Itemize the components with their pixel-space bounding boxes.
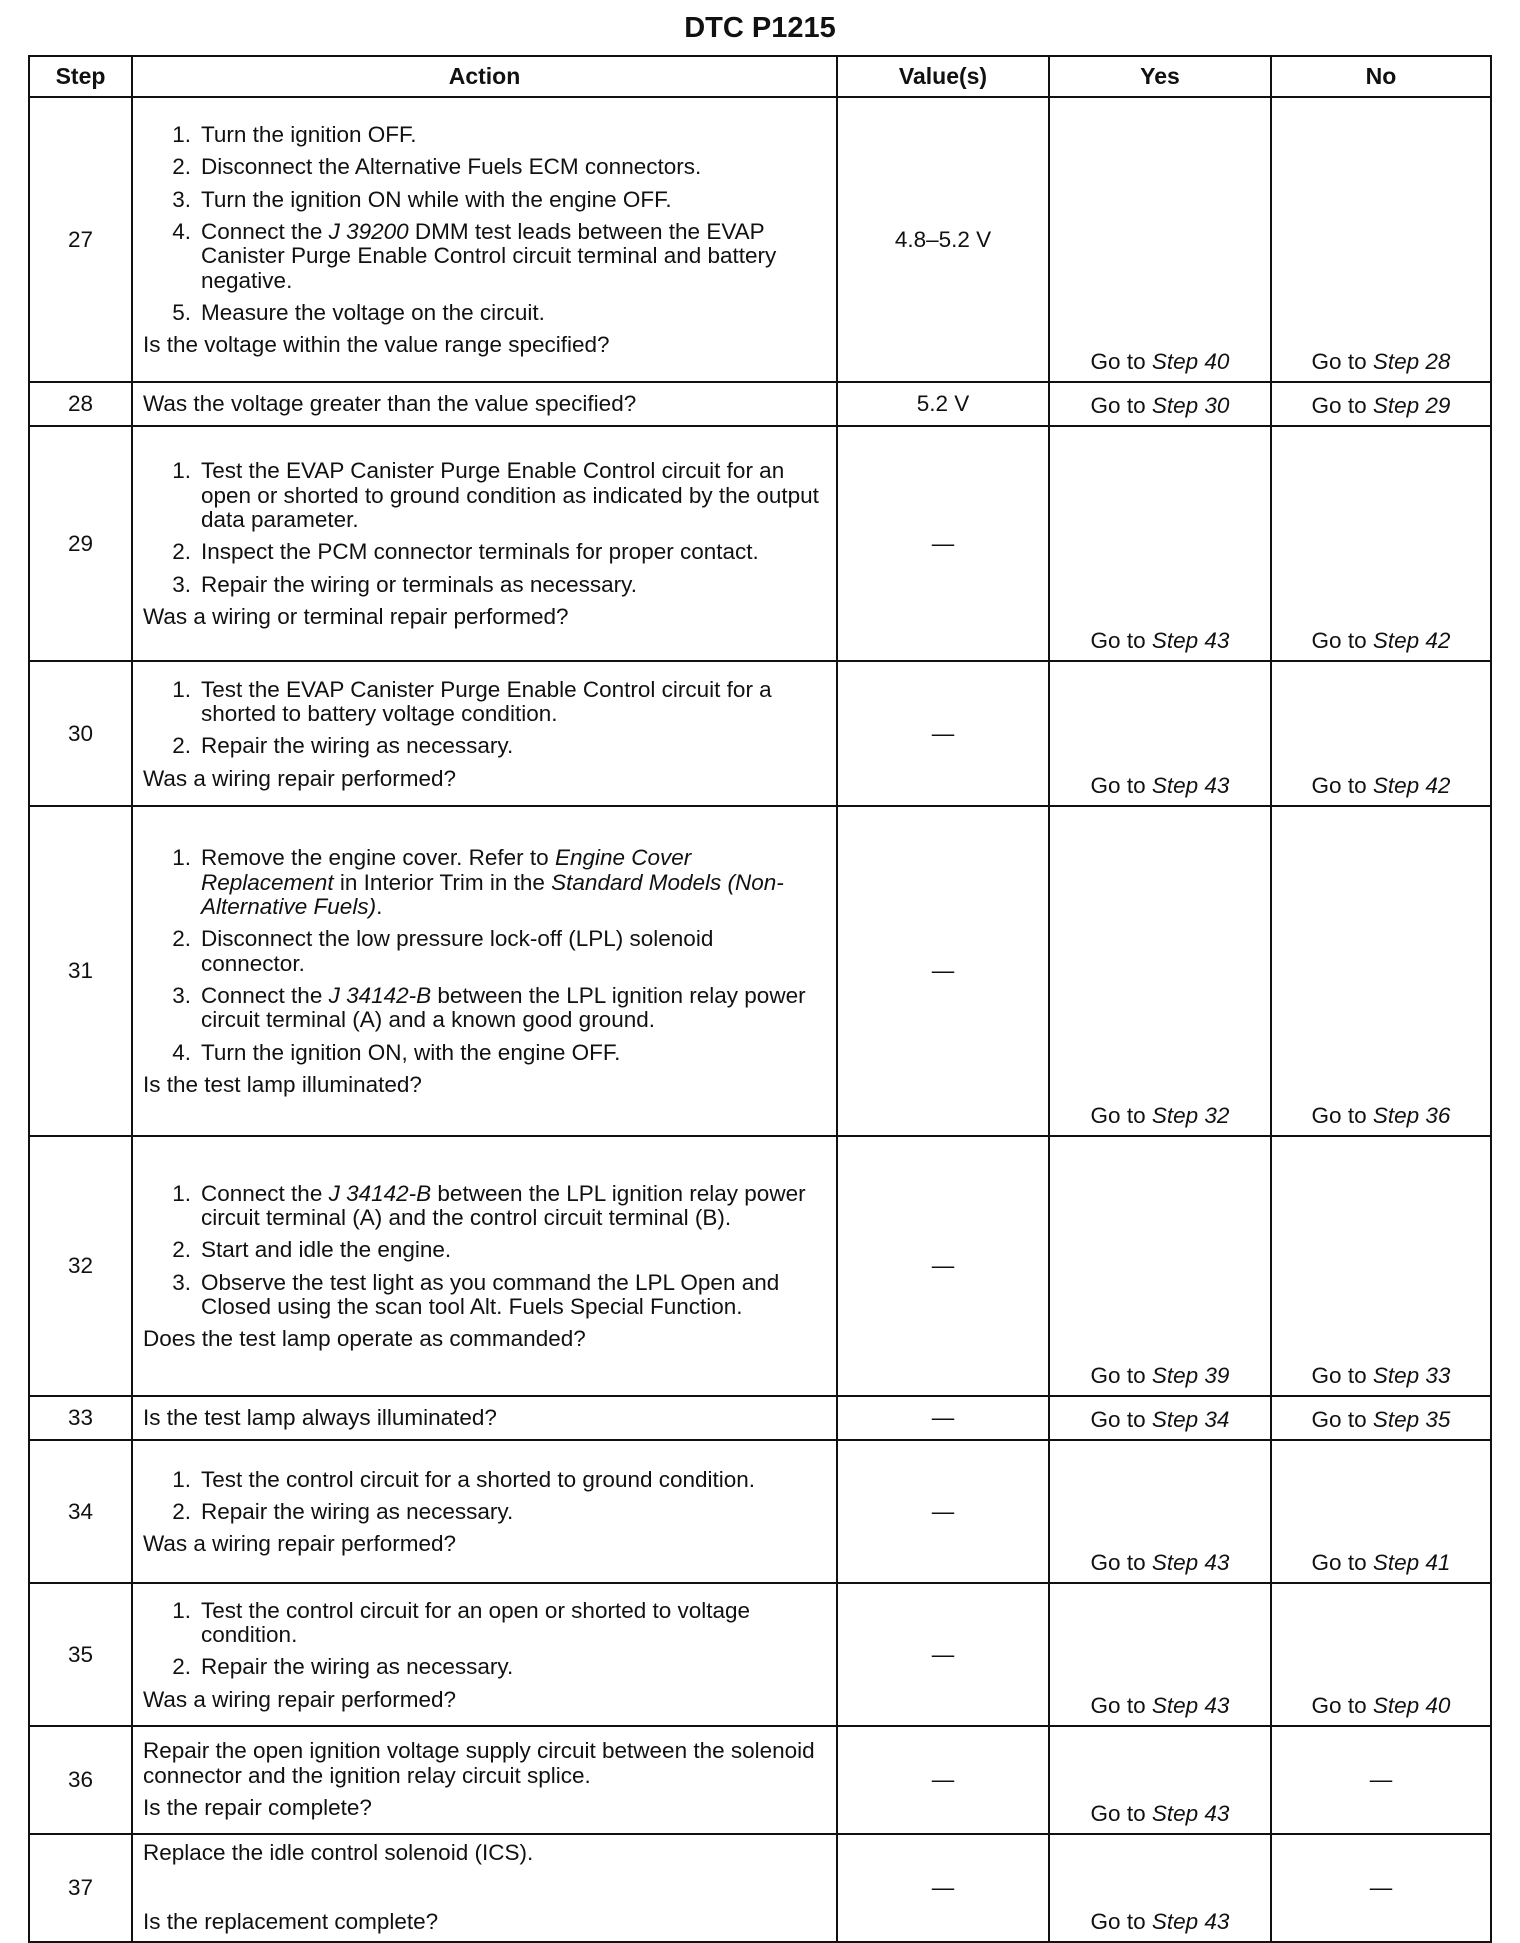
column-header-no: No: [1271, 56, 1491, 97]
question-text: Was a wiring repair performed?: [143, 1686, 457, 1712]
step-number: 32: [29, 1136, 132, 1396]
question-text: Is the voltage within the value range specified?: [143, 332, 610, 358]
step-number: 37: [29, 1834, 132, 1942]
list-item: 1. Turn the ignition OFF.: [172, 122, 417, 148]
spacer: [143, 1874, 826, 1908]
yes-cell: Go to Step 43: [1049, 1726, 1271, 1834]
table-header-row: [29, 56, 1491, 97]
value-cell: —: [837, 806, 1049, 1136]
value-cell: —: [837, 1136, 1049, 1396]
no-cell: Go to Step 42: [1271, 426, 1491, 661]
no-cell: Go to Step 29: [1271, 382, 1491, 426]
no-cell: Go to Step 41: [1271, 1440, 1491, 1583]
yes-cell: Go to Step 43: [1049, 661, 1271, 806]
list-item: 2. Inspect the PCM connector terminals for proper contact.: [172, 539, 759, 565]
action-cell: [132, 1834, 837, 1942]
action-cell: [132, 1726, 837, 1834]
value-cell: —: [837, 661, 1049, 806]
action-cell: [132, 1440, 837, 1583]
column-header-action: Action: [132, 56, 837, 97]
step-number: 33: [29, 1396, 132, 1440]
step-number: 27: [29, 97, 132, 382]
no-cell: Go to Step 42: [1271, 661, 1491, 806]
value-cell: —: [837, 1834, 1049, 1942]
list-item: 1. Test the control circuit for a shorted to ground condition.: [172, 1466, 756, 1492]
step-number: 29: [29, 426, 132, 661]
list-item: 2. Disconnect the Alternative Fuels ECM connectors.: [172, 154, 702, 180]
column-header-values: Value(s): [837, 56, 1049, 97]
no-cell: Go to Step 33: [1271, 1136, 1491, 1396]
list-item: 1. Connect the J 34142-B between the LPL ignition relay power circuit terminal (A) and the control circuit terminal (B).: [172, 1180, 806, 1231]
action-cell: [132, 97, 837, 382]
page-title: DTC P1215: [684, 12, 836, 44]
table-row: [29, 97, 1491, 382]
action-list: [143, 1182, 826, 1319]
yes-cell: Go to Step 34: [1049, 1396, 1271, 1440]
action-cell: [132, 1136, 837, 1396]
action-list: [143, 1468, 826, 1525]
yes-cell: Go to Step 39: [1049, 1136, 1271, 1396]
action-list: [143, 678, 826, 759]
step-number: 34: [29, 1440, 132, 1583]
action-cell: [132, 1583, 837, 1726]
value-cell: —: [837, 1396, 1049, 1440]
action-cell: [132, 806, 837, 1136]
action-cell: [132, 1396, 837, 1440]
list-item: 1. Test the EVAP Canister Purge Enable Control circuit for an open or shorted to ground condition as indicated by the output data parameter.: [172, 458, 819, 532]
step-number: 31: [29, 806, 132, 1136]
action-cell: [132, 426, 837, 661]
action-cell: [132, 382, 837, 426]
value-cell: 4.8–5.2 V: [837, 97, 1049, 382]
step-number: 30: [29, 661, 132, 806]
action-list: [143, 123, 826, 325]
yes-cell: Go to Step 43: [1049, 1440, 1271, 1583]
question-text: Was a wiring or terminal repair performed?: [143, 603, 569, 629]
question-text: Was a wiring repair performed?: [143, 765, 457, 791]
list-item: 3. Observe the test light as you command the LPL Open and Closed using the scan tool Alt. Fuels Special Function.: [172, 1269, 780, 1320]
step-number: 36: [29, 1726, 132, 1834]
value-cell: —: [837, 426, 1049, 661]
table-row: [29, 1396, 1491, 1440]
list-item: 3. Turn the ignition ON while with the engine OFF.: [172, 186, 672, 212]
no-cell: Go to Step 36: [1271, 806, 1491, 1136]
no-cell: Go to Step 35: [1271, 1396, 1491, 1440]
table-row: [29, 1440, 1491, 1583]
table-row: [29, 382, 1491, 426]
question-text: Does the test lamp operate as commanded?: [143, 1326, 586, 1352]
no-cell: Go to Step 28: [1271, 97, 1491, 382]
value-cell: —: [837, 1726, 1049, 1834]
list-item: 2. Disconnect the low pressure lock-off (LPL) solenoid connector.: [172, 926, 714, 976]
yes-cell: Go to Step 32: [1049, 806, 1271, 1136]
value-cell: —: [837, 1583, 1049, 1726]
question-text: Was a wiring repair performed?: [143, 1531, 457, 1557]
list-item: 2. Repair the wiring as necessary.: [172, 1499, 514, 1525]
list-item: 4. Turn the ignition ON, with the engine OFF.: [172, 1039, 621, 1065]
table-row: [29, 1583, 1491, 1726]
value-cell: 5.2 V: [837, 382, 1049, 426]
list-item: 1. Test the control circuit for an open or shorted to voltage condition.: [172, 1597, 751, 1647]
table-row: [29, 426, 1491, 661]
value-cell: —: [837, 1440, 1049, 1583]
list-item: 5. Measure the voltage on the circuit.: [172, 299, 545, 325]
yes-cell: Go to Step 43: [1049, 1583, 1271, 1726]
action-text: Replace the idle control solenoid (ICS).: [143, 1840, 534, 1866]
no-cell: —: [1271, 1726, 1491, 1834]
question-text: Is the test lamp always illuminated?: [143, 1404, 497, 1430]
list-item: 1. Remove the engine cover. Refer to Engine Cover Replacement in Interior Trim in the Standard Models (Non-Alternative Fuels).: [172, 845, 784, 920]
yes-cell: Go to Step 43: [1049, 426, 1271, 661]
action-list: [143, 846, 826, 1064]
action-text: Repair the open ignition voltage supply circuit between the solenoid connector and the ignition relay circuit splice.: [143, 1738, 815, 1788]
column-header-yes: Yes: [1049, 56, 1271, 97]
list-item: 4. Connect the J 39200 DMM test leads between the EVAP Canister Purge Enable Control circuit terminal and battery negative.: [172, 218, 777, 293]
list-item: 2. Repair the wiring as necessary.: [172, 733, 514, 759]
table-row: [29, 661, 1491, 806]
table-row: [29, 1136, 1491, 1396]
question-text: Is the repair complete?: [143, 1794, 372, 1820]
table-row: [29, 1726, 1491, 1834]
no-cell: Go to Step 40: [1271, 1583, 1491, 1726]
table-row: [29, 806, 1491, 1136]
diagnostic-table: [28, 55, 1492, 1943]
yes-cell: Go to Step 30: [1049, 382, 1271, 426]
list-item: 1. Test the EVAP Canister Purge Enable Control circuit for a shorted to battery voltage condition.: [172, 676, 772, 726]
yes-cell: Go to Step 43: [1049, 1834, 1271, 1942]
yes-cell: Go to Step 40: [1049, 97, 1271, 382]
no-cell: —: [1271, 1834, 1491, 1942]
action-list: [143, 1599, 826, 1680]
action-cell: [132, 661, 837, 806]
column-header-step: Step: [29, 56, 132, 97]
list-item: 3. Connect the J 34142-B between the LPL ignition relay power circuit terminal (A) and a known good ground.: [172, 982, 806, 1033]
action-list: [143, 459, 826, 596]
list-item: 3. Repair the wiring or terminals as necessary.: [172, 571, 638, 597]
step-number: 28: [29, 382, 132, 426]
question-text: Is the replacement complete?: [143, 1908, 439, 1934]
step-number: 35: [29, 1583, 132, 1726]
list-item: 2. Repair the wiring as necessary.: [172, 1654, 514, 1680]
question-text: Is the test lamp illuminated?: [143, 1071, 422, 1097]
table-row: [29, 1834, 1491, 1942]
question-text: Was the voltage greater than the value specified?: [143, 390, 637, 416]
list-item: 2. Start and idle the engine.: [172, 1237, 452, 1263]
